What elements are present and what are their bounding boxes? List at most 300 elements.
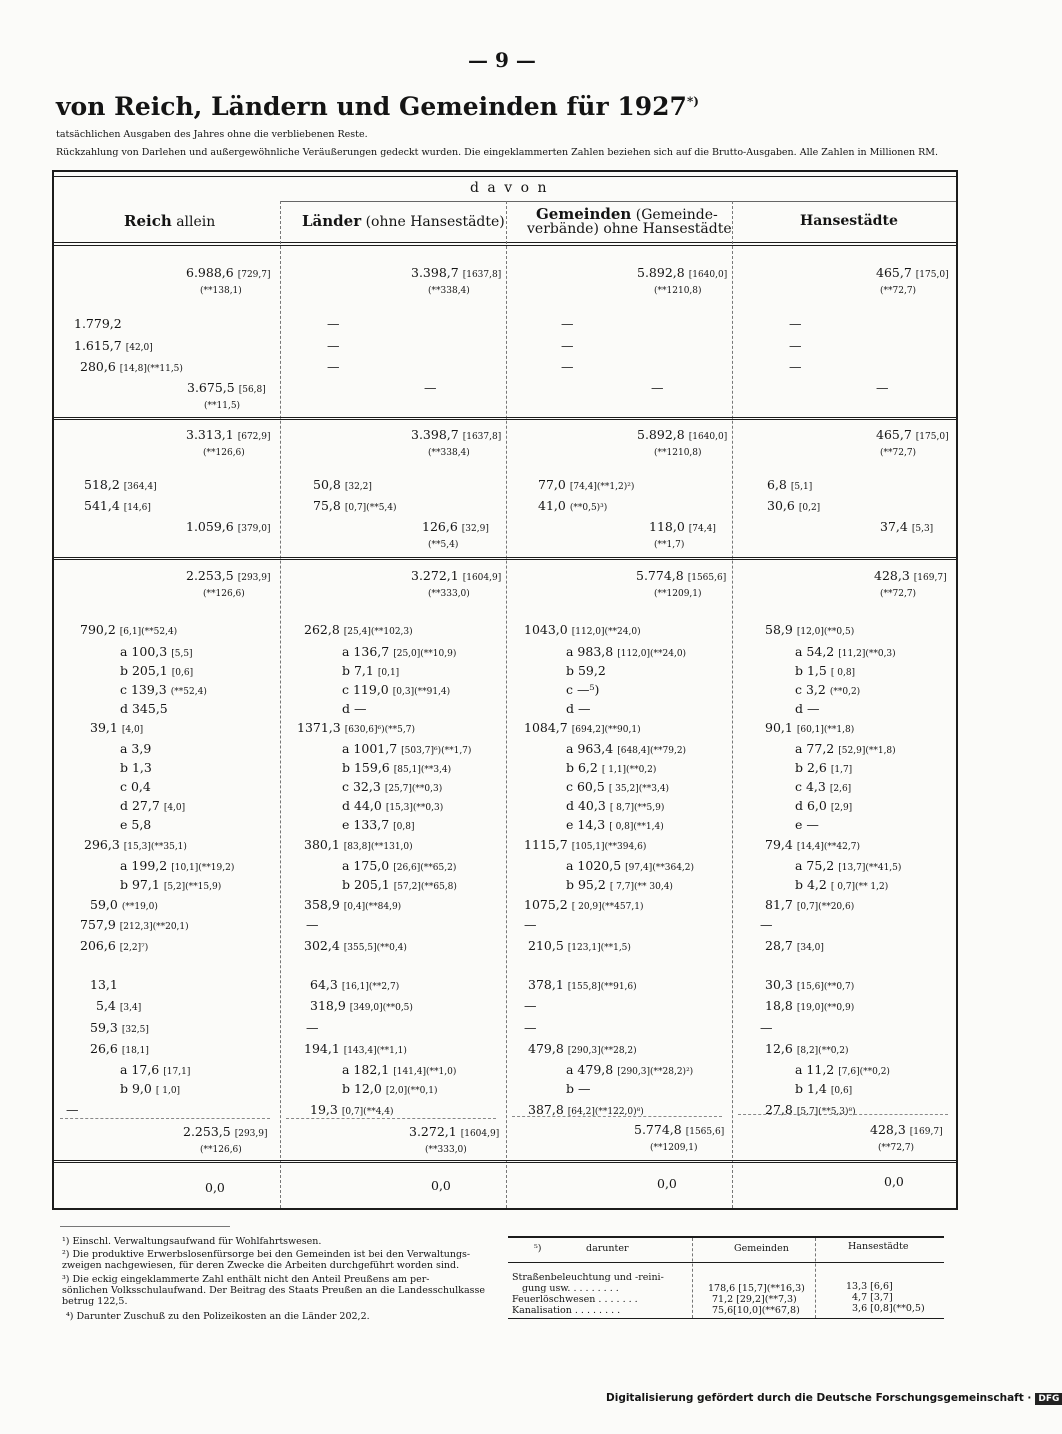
small-table-row3-label: Kanalisation . . . . . . . .: [512, 1305, 621, 1316]
table-cell: [528, 1041, 637, 1056]
cell-bracket-value: (**1210,8): [654, 286, 702, 296]
cell-bracket-value: [10,1](**19,2): [171, 863, 235, 873]
cell-value: b —: [566, 1081, 591, 1096]
cell-bracket-value: [34,0]: [796, 943, 824, 953]
table-cell: [876, 265, 949, 280]
table-cell: [538, 477, 634, 492]
cell-bracket-value: [175,0]: [915, 432, 949, 442]
table-cell: [528, 938, 631, 953]
cell-bracket-value: [18,1]: [121, 1046, 149, 1056]
cell-bracket-value: (**1,7): [654, 540, 685, 550]
cell-value: b 1,5: [795, 663, 827, 678]
table-cell: [538, 498, 607, 513]
table-cell: [765, 622, 854, 637]
cell-value: —: [561, 338, 574, 353]
table-cell: [637, 427, 727, 442]
cell-value: a 175,0: [342, 858, 390, 873]
cell-value: b 1,4: [795, 1081, 827, 1096]
header-col-gemeinden-rest: (Gemeinde-: [635, 207, 718, 223]
cell-bracket-value: [60,1](**1,8): [796, 725, 855, 735]
header-col-laender-bold: Länder: [302, 212, 362, 230]
cell-bracket-value: [0,7](**4,4): [341, 1107, 394, 1117]
table-cell: [880, 584, 916, 599]
cell-bracket-value: [15,6](**0,7): [796, 982, 855, 992]
cell-value: 2.253,5: [183, 1124, 231, 1139]
table-cell: [880, 281, 916, 296]
table-cell: [120, 817, 151, 832]
table-cell: [884, 1174, 904, 1189]
cell-value: a 199,2: [120, 858, 168, 873]
cell-bracket-value: [6,1](**52,4): [119, 627, 178, 637]
cell-value: 194,1: [304, 1041, 340, 1056]
cell-bracket-value: [169,7]: [909, 1127, 943, 1137]
cell-bracket-value: (**126,6): [203, 589, 245, 599]
table-cell: [566, 858, 694, 873]
table-cell: [760, 917, 773, 932]
cell-value: 5.892,8: [637, 265, 685, 280]
table-cell: [767, 498, 820, 513]
cell-bracket-value: [5,5]: [171, 649, 193, 659]
table-cell: [566, 701, 590, 716]
cell-value: —: [876, 380, 889, 395]
small-table-row3-gemeinden: 75,6[10,0](**67,8): [712, 1305, 800, 1316]
cell-bracket-value: [2,9]: [830, 803, 853, 813]
table-cell: [80, 622, 177, 637]
table-cell: [636, 568, 726, 583]
table-cell: [310, 1102, 394, 1117]
table-cell: [524, 917, 537, 932]
cell-value: 77,0: [538, 477, 566, 492]
table-cell: [342, 701, 366, 716]
table-cell: [342, 1062, 456, 1077]
cell-value: 428,3: [874, 568, 910, 583]
cell-bracket-value: [112,0](**24,0): [571, 627, 641, 637]
cell-value: 19,3: [310, 1102, 338, 1117]
footnote-4: ⁴) Darunter Zuschuß zu den Polizeikosten an die Länder 202,2.: [66, 1311, 370, 1322]
cell-bracket-value: [ 0,8](**1,4): [609, 822, 664, 832]
table-cell: [90, 1020, 149, 1035]
cell-value: 90,1: [765, 720, 793, 735]
table-cell: [306, 1020, 319, 1035]
table-cell: [313, 477, 372, 492]
table-cell: [90, 977, 118, 992]
cell-value: 378,1: [528, 977, 564, 992]
cell-bracket-value: [1640,0]: [688, 432, 728, 442]
cell-value: —: [524, 917, 537, 932]
table-cell: [327, 316, 340, 331]
dfg-logo: DFG: [1035, 1393, 1062, 1405]
cell-value: 12,6: [765, 1041, 793, 1056]
cell-value: 26,6: [90, 1041, 118, 1056]
header-col-hansestaedte: Hansestädte: [800, 213, 898, 229]
cell-value: c —⁵): [566, 682, 600, 697]
cell-bracket-value: [5,1]: [790, 482, 813, 492]
cell-value: b 95,2: [566, 877, 606, 892]
table-cell: [428, 535, 458, 550]
table-cell: [80, 917, 189, 932]
table-cell: [650, 1138, 698, 1153]
cell-value: —: [306, 917, 319, 932]
table-cell: [120, 1062, 190, 1077]
table-cell: [795, 682, 860, 697]
cell-bracket-value: [42,0]: [125, 343, 153, 353]
cell-value: b 7,1: [342, 663, 374, 678]
cell-bracket-value: [2,0](**0,1): [385, 1086, 438, 1096]
cell-value: 118,0: [649, 519, 685, 534]
cell-value: d 6,0: [795, 798, 827, 813]
small-table-header-gemeinden: Gemeinden: [734, 1243, 789, 1254]
header-col-gemeinden-line2: verbände) ohne Hansestädte: [527, 221, 732, 237]
cell-value: 1.779,2: [74, 316, 122, 331]
table-cell: [120, 741, 151, 756]
table-cell: [428, 443, 470, 458]
cell-bracket-value: [212,3](**20,1): [119, 922, 189, 932]
table-cell: [566, 817, 664, 832]
cell-value: 64,3: [310, 977, 338, 992]
title-footnote-mark: *): [686, 94, 699, 109]
table-cell: [637, 265, 727, 280]
table-cell: [304, 897, 401, 912]
header-col-reich-rest: allein: [176, 214, 216, 230]
cell-value: —: [789, 338, 802, 353]
cell-bracket-value: (**52,4): [170, 687, 207, 697]
small-table-row2-label: Feuerlöschwesen . . . . . . .: [512, 1294, 638, 1305]
page-title: [56, 92, 699, 121]
cell-value: d 345,5: [120, 701, 168, 716]
table-cell: [120, 663, 193, 678]
cell-bracket-value: [1637,8]: [462, 270, 502, 280]
cell-value: —: [760, 917, 773, 932]
subtitle-line-1: tatsächlichen Ausgaben des Jahres ohne die verbliebenen Reste.: [56, 129, 368, 140]
column-separator: [506, 201, 507, 1208]
cell-value: a 983,8: [566, 644, 614, 659]
section-rule: [52, 417, 958, 418]
cell-value: c 32,3: [342, 779, 381, 794]
table-cell: [342, 644, 456, 659]
cell-bracket-value: [64,2](**122,0)⁸): [567, 1107, 644, 1117]
table-cell: [876, 427, 949, 442]
table-cell: [765, 837, 860, 852]
table-top-rule: [52, 170, 958, 172]
dfg-footer-text: Digitalisierung gefördert durch die Deutsche Forschungsgemeinschaft: [606, 1392, 1024, 1404]
footnote-2a: ²) Die produktive Erwerbslosenfürsorge bei den Gemeinden ist bei den Verwaltungs-: [62, 1249, 471, 1260]
table-cell: [342, 1081, 437, 1096]
cell-bracket-value: [32,9]: [461, 524, 489, 534]
small-table-bottom-rule: [508, 1318, 944, 1319]
small-table-row1-label-a: Straßenbeleuchtung und -reini-: [512, 1272, 664, 1283]
cell-bracket-value: [ 1,1](**0,2): [601, 765, 657, 775]
cell-value: b 9,0: [120, 1081, 152, 1096]
cell-value: 3.398,7: [411, 427, 459, 442]
cell-bracket-value: [15,3](**0,3): [385, 803, 444, 813]
table-cell: [566, 663, 606, 678]
header-col-laender-rest: (ohne Hansestädte): [365, 214, 505, 230]
cell-bracket-value: [ 20,9](**457,1): [571, 902, 644, 912]
header-col-reich: [124, 212, 215, 230]
cell-bracket-value: [ 1,0]: [155, 1086, 181, 1096]
cell-bracket-value: [141,4](**1,0): [393, 1067, 457, 1077]
cell-value: c 0,4: [120, 779, 151, 794]
table-cell: [205, 1180, 225, 1195]
table-cell: [795, 779, 851, 794]
cell-value: —: [789, 316, 802, 331]
cell-value: —: [327, 316, 340, 331]
small-table-row1-label-b: gung usw. . . . . . . . .: [522, 1283, 619, 1294]
table-cell: [566, 798, 664, 813]
cell-value: a 1001,7: [342, 741, 398, 756]
table-cell: [310, 998, 413, 1013]
cell-value: 296,3: [84, 837, 120, 852]
cell-value: d —: [566, 701, 591, 716]
cell-value: 79,4: [765, 837, 793, 852]
table-cell: [183, 1124, 268, 1139]
table-cell: [789, 359, 802, 374]
cell-value: 387,8: [528, 1102, 564, 1117]
table-cell: [186, 568, 271, 583]
cell-value: 5.774,8: [636, 568, 684, 583]
cell-value: a 479,8: [566, 1062, 614, 1077]
table-bottom-rule: [52, 1208, 958, 1210]
table-cell: [120, 877, 221, 892]
cell-bracket-value: [57,2](**65,8): [393, 882, 457, 892]
table-cell: [424, 380, 437, 395]
table-cell: [342, 877, 457, 892]
table-cell: [649, 519, 716, 534]
table-cell: [304, 1041, 407, 1056]
small-table-header-rule: [508, 1262, 944, 1263]
table-cell: [203, 584, 245, 599]
cell-bracket-value: [630,6]⁶)(**5,7): [344, 725, 415, 735]
cell-bracket-value: [155,8](**91,6): [567, 982, 637, 992]
cell-bracket-value: (**338,4): [428, 448, 470, 458]
cell-bracket-value: (**11,5): [204, 401, 241, 411]
table-cell: [654, 281, 702, 296]
cell-bracket-value: [2,6]: [829, 784, 852, 794]
cell-value: —: [306, 1020, 319, 1035]
sum-underline: [286, 1118, 496, 1119]
header-bottom-rule: [52, 242, 958, 243]
cell-value: 5,4: [96, 998, 116, 1013]
table-cell: [120, 1081, 180, 1096]
cell-value: —: [424, 380, 437, 395]
cell-value: b 59,2: [566, 663, 606, 678]
cell-bracket-value: (**1210,8): [654, 448, 702, 458]
cell-value: —: [561, 359, 574, 374]
cell-value: b 6,2: [566, 760, 598, 775]
table-cell: [425, 1140, 467, 1155]
table-cell: [566, 779, 669, 794]
cell-value: 5.774,8: [634, 1122, 682, 1137]
cell-bracket-value: [ 0,8]: [830, 668, 856, 678]
cell-bracket-value: [14,8](**11,5): [119, 364, 183, 374]
cell-bracket-value: (**1209,1): [650, 1143, 698, 1153]
table-cell: [566, 741, 686, 756]
cell-bracket-value: [16,1](**2,7): [341, 982, 400, 992]
cell-bracket-value: [143,4](**1,1): [343, 1046, 407, 1056]
cell-value: 1084,7: [524, 720, 568, 735]
cell-value: e 14,3: [566, 817, 606, 832]
table-cell: [795, 1062, 890, 1077]
table-cell: [342, 858, 456, 873]
section-rule: [52, 419, 958, 420]
cell-value: 302,4: [304, 938, 340, 953]
table-cell: [795, 760, 852, 775]
cell-bracket-value: [364,4]: [123, 482, 157, 492]
cell-bracket-value: (**126,6): [203, 448, 245, 458]
cell-bracket-value: [74,4](**1,2)²): [569, 482, 635, 492]
table-cell: [342, 682, 450, 697]
cell-bracket-value: [ 8,7](**5,9): [609, 803, 665, 813]
table-cell: [313, 498, 397, 513]
cell-value: a 77,2: [795, 741, 835, 756]
table-cell: [654, 443, 702, 458]
table-cell: [80, 938, 148, 953]
table-cell: [789, 316, 802, 331]
cell-value: 3.398,7: [411, 265, 459, 280]
footnote-3a: ³) Die eckig eingeklammerte Zahl enthält nicht den Anteil Preußens am per-: [62, 1274, 430, 1285]
table-cell: [524, 720, 641, 735]
cell-bracket-value: (**72,7): [878, 1143, 915, 1153]
cell-value: a 1020,5: [566, 858, 622, 873]
cell-bracket-value: [13,7](**41,5): [838, 863, 902, 873]
table-cell: [651, 380, 664, 395]
cell-bracket-value: [112,0](**24,0): [617, 649, 687, 659]
table-cell: [789, 338, 802, 353]
table-cell: [411, 568, 501, 583]
cell-bracket-value: [290,3](**28,2)²): [617, 1067, 694, 1077]
cell-bracket-value: [293,9]: [237, 573, 271, 583]
cell-bracket-value: [0,2]: [798, 503, 821, 513]
cell-value: c 60,5: [566, 779, 605, 794]
cell-value: 81,7: [765, 897, 793, 912]
cell-value: 206,6: [80, 938, 116, 953]
cell-value: c 139,3: [120, 682, 167, 697]
table-cell: [765, 720, 854, 735]
table-cell: [411, 427, 501, 442]
table-cell: [90, 1041, 149, 1056]
header-col-gemeinden-bold: Gemeinden: [536, 205, 632, 223]
cell-value: —: [327, 338, 340, 353]
table-cell: [186, 265, 271, 280]
small-table-top-rule: [508, 1236, 944, 1238]
cell-value: 126,6: [422, 519, 458, 534]
table-cell: [566, 877, 673, 892]
cell-bracket-value: [0,8]: [393, 822, 415, 832]
cell-value: 58,9: [765, 622, 793, 637]
section-rule: [52, 1160, 958, 1161]
table-cell: [795, 858, 901, 873]
cell-bracket-value: [5,3]: [911, 524, 934, 534]
cell-value: 50,8: [313, 477, 341, 492]
table-cell: [304, 837, 413, 852]
cell-value: 280,6: [80, 359, 116, 374]
cell-value: e 133,7: [342, 817, 390, 832]
table-cell: [411, 265, 501, 280]
dfg-footer: Digitalisierung gefördert durch die Deutsche Forschungsgemeinschaft · DFG: [606, 1392, 1062, 1405]
table-cell: [96, 998, 141, 1013]
cell-value: 27,8: [765, 1102, 793, 1117]
cell-value: 18,8: [765, 998, 793, 1013]
table-cell: [84, 477, 157, 492]
cell-bracket-value: (**0,5)³): [569, 503, 608, 513]
table-cell: [765, 1041, 849, 1056]
cell-value: a 963,4: [566, 741, 614, 756]
cell-bracket-value: [672,9]: [237, 432, 271, 442]
page-title-text: von Reich, Ländern und Gemeinden für 1927: [56, 92, 687, 121]
cell-bracket-value: [4,0]: [163, 803, 186, 813]
cell-value: 75,8: [313, 498, 341, 513]
cell-value: —: [760, 1020, 773, 1035]
small-table-row1-gemeinden: 178,6 [15,7](**16,3): [708, 1283, 805, 1294]
cell-bracket-value: [290,3](**28,2): [567, 1046, 637, 1056]
table-cell: [654, 584, 702, 599]
table-cell: [203, 443, 245, 458]
cell-bracket-value: (**333,0): [428, 589, 470, 599]
cell-value: a 182,1: [342, 1062, 390, 1077]
table-cell: [304, 938, 407, 953]
cell-value: 0,0: [884, 1174, 904, 1189]
table-cell: [870, 1122, 943, 1137]
cell-value: 13,1: [90, 977, 118, 992]
cell-value: b 97,1: [120, 877, 160, 892]
cell-bracket-value: [355,5](**0,4): [343, 943, 407, 953]
cell-bracket-value: [0,7](**20,6): [796, 902, 855, 912]
cell-value: 3.675,5: [187, 380, 235, 395]
table-cell: [566, 760, 656, 775]
cell-bracket-value: [4,0]: [121, 725, 144, 735]
cell-bracket-value: [5,7](**5,3)⁸): [796, 1107, 856, 1117]
cell-bracket-value: [0,1]: [377, 668, 400, 678]
header-bottom-rule-2: [52, 245, 958, 246]
cell-bracket-value: [25,7](**0,3): [384, 784, 443, 794]
section-rule: [52, 1162, 958, 1163]
cell-value: 428,3: [870, 1122, 906, 1137]
cell-bracket-value: [0,6]: [171, 668, 194, 678]
table-cell: [654, 535, 684, 550]
table-cell: [566, 1062, 693, 1077]
cell-bracket-value: [1565,6]: [687, 573, 727, 583]
cell-value: c 4,3: [795, 779, 826, 794]
table-cell: [409, 1124, 499, 1139]
table-cell: [327, 338, 340, 353]
cell-bracket-value: [32,5]: [121, 1025, 149, 1035]
cell-value: 59,3: [90, 1020, 118, 1035]
table-left-border: [52, 170, 54, 1210]
cell-bracket-value: [175,0]: [915, 270, 949, 280]
cell-value: d 27,7: [120, 798, 160, 813]
cell-bracket-value: [8,2](**0,2): [796, 1046, 849, 1056]
cell-bracket-value: [0,7](**5,4): [344, 503, 397, 513]
cell-bracket-value: [56,8]: [238, 385, 266, 395]
cell-value: b 12,0: [342, 1081, 382, 1096]
cell-bracket-value: [349,0](**0,5): [349, 1003, 413, 1013]
table-cell: [422, 519, 489, 534]
table-cell: [765, 977, 854, 992]
cell-bracket-value: [105,1](**394,6): [571, 842, 647, 852]
table-cell: [342, 779, 442, 794]
cell-bracket-value: [85,1](**3,4): [393, 765, 452, 775]
table-cell: [795, 701, 819, 716]
cell-value: e 5,8: [120, 817, 152, 832]
table-cell: [120, 798, 185, 813]
small-table-separator: [815, 1238, 816, 1318]
table-cell: [657, 1176, 677, 1191]
cell-bracket-value: [25,4](**102,3): [343, 627, 413, 637]
column-separator: [732, 201, 733, 1208]
cell-bracket-value: [694,2](**90,1): [571, 725, 641, 735]
header-col-laender: [302, 212, 505, 230]
footnote-3b: sönlichen Volksschulaufwand. Der Beitrag des Staats Preußen an die Landesschulkasse: [62, 1285, 485, 1296]
